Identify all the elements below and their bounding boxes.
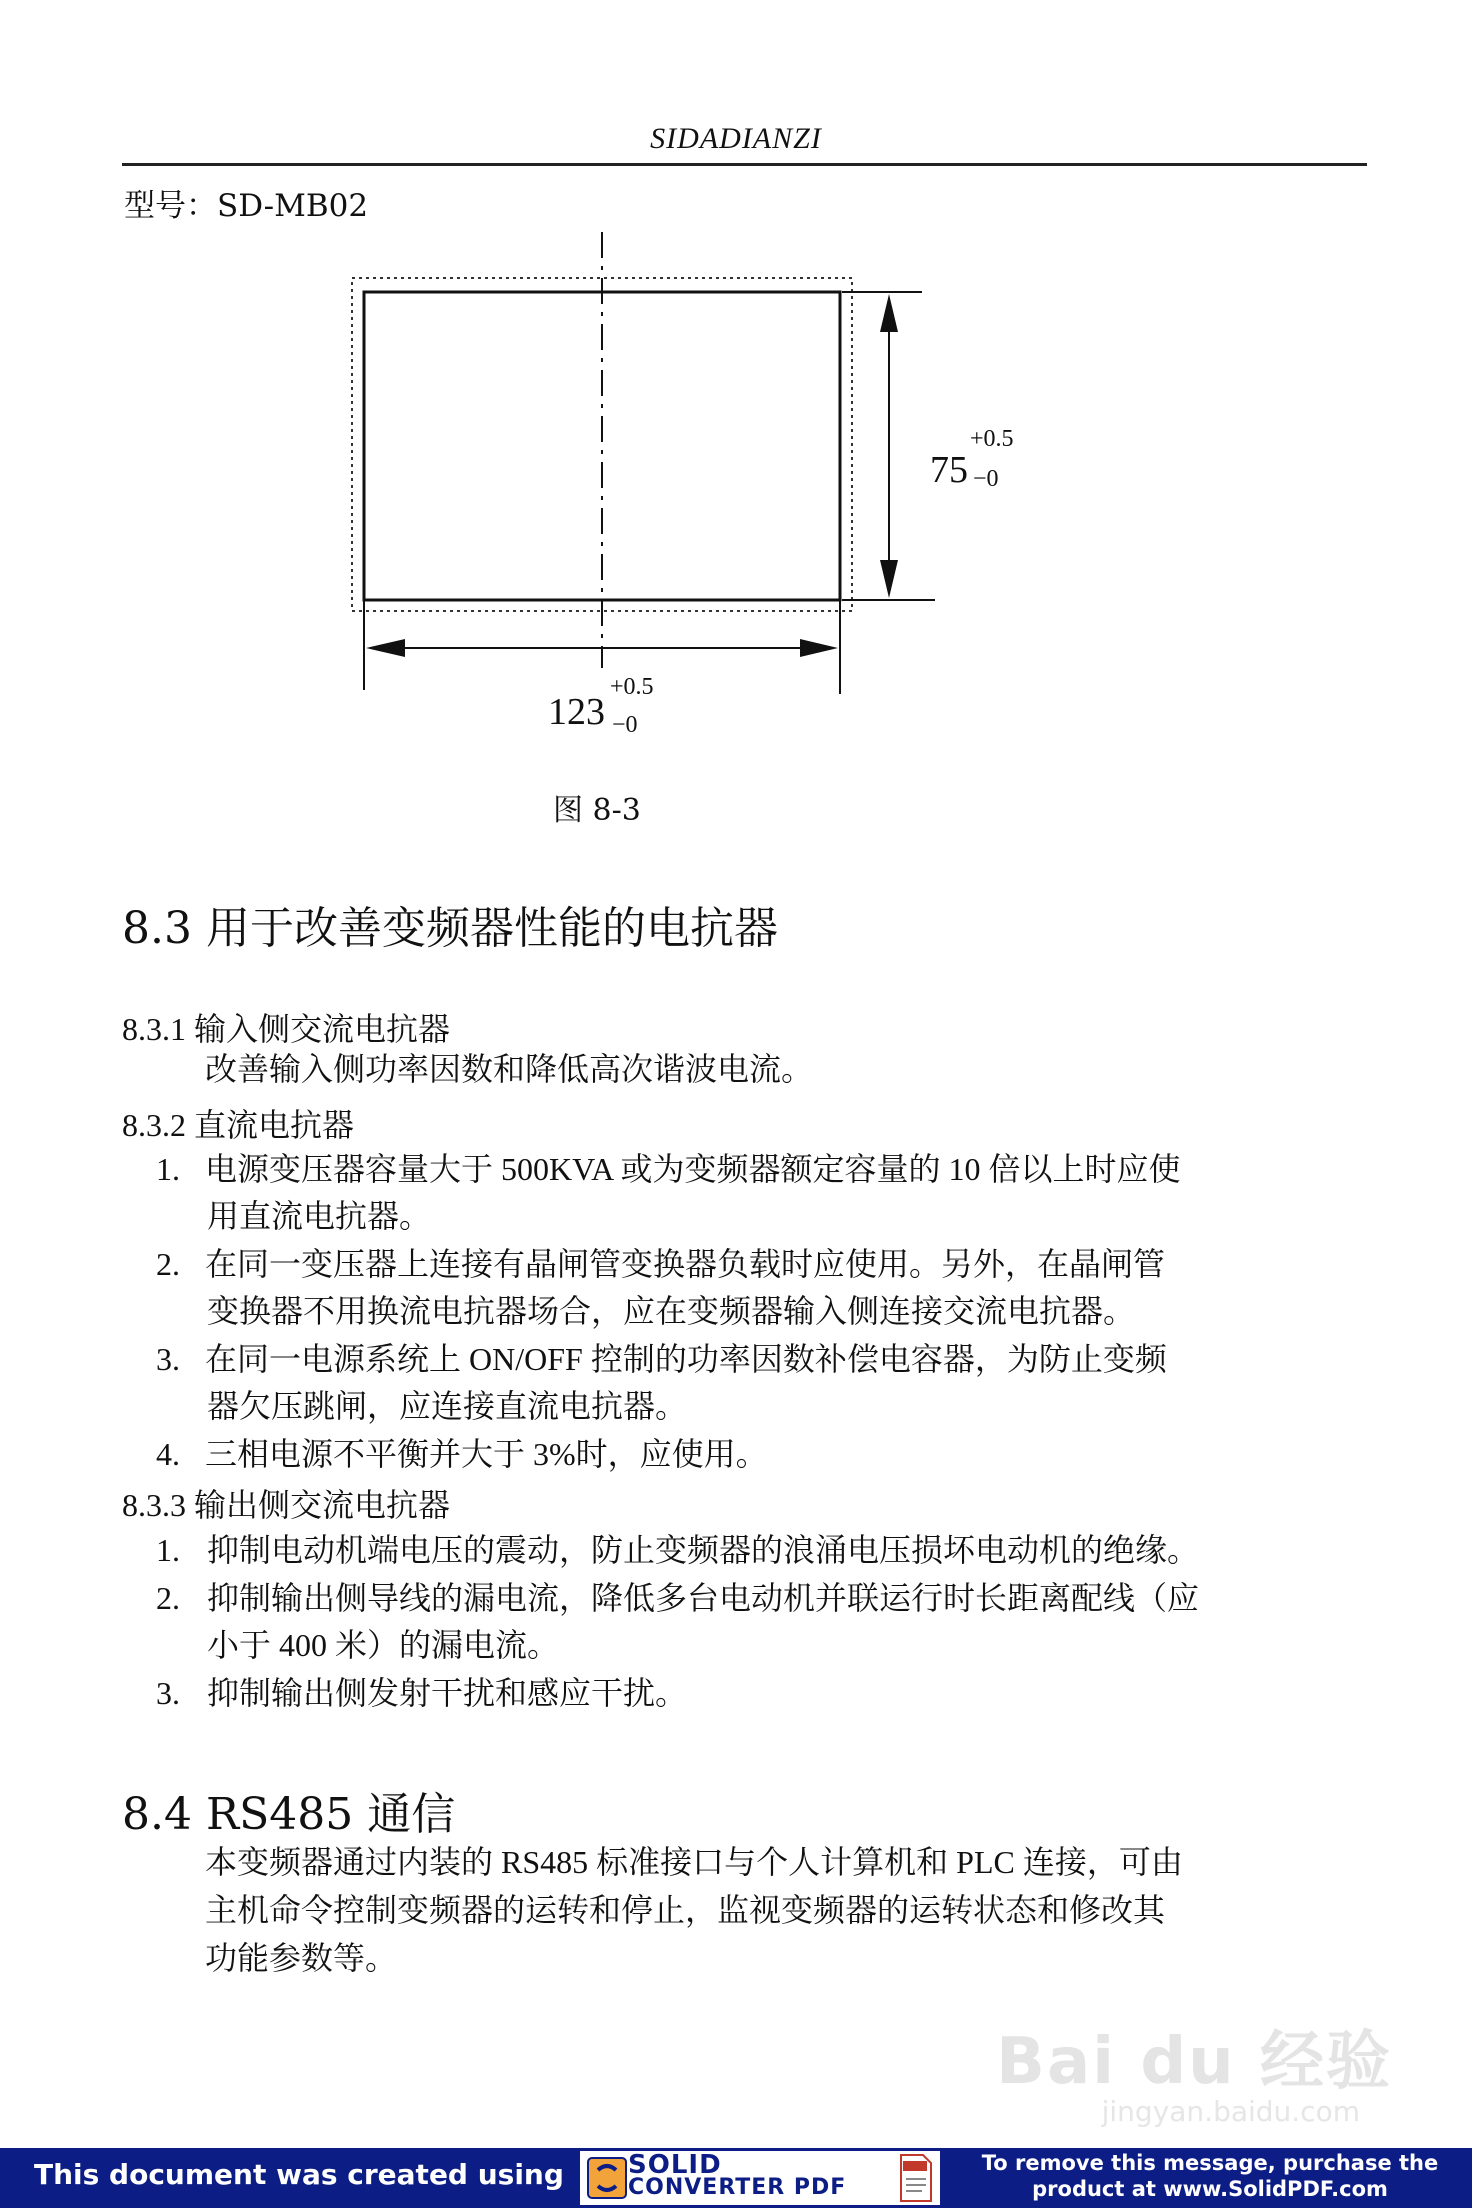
list-number: 2. [156, 1246, 180, 1282]
width-arrow-right [800, 639, 838, 657]
section-8-4-title: 8.4 RS485 通信 [122, 1789, 456, 1840]
height-tolerance-minus: −0 [973, 466, 999, 492]
height-tolerance-plus: +0.5 [970, 426, 1014, 452]
height-arrow-top [880, 294, 898, 332]
model-label: 型号：SD-MB02 [124, 188, 369, 224]
section-8-4-line: 主机命令控制变频器的运转和停止，监视变频器的运转状态和修改其 [205, 1892, 1166, 1928]
list-number: 3. [156, 1341, 180, 1377]
list-item-line: 小于 400 米）的漏电流。 [207, 1627, 560, 1663]
list-item-line: 抑制输出侧发射干扰和感应干扰。 [207, 1675, 688, 1711]
list-number: 4. [156, 1436, 180, 1472]
baidu-watermark-url: jingyan.baidu.com [1101, 2095, 1360, 2128]
width-arrow-left [366, 639, 405, 657]
list-item-line: 变换器不用换流电抗器场合，应在变频器输入侧连接交流电抗器。 [207, 1293, 1136, 1329]
list-number: 1. [156, 1532, 180, 1568]
logo-line-converter: CONVERTER PDF [628, 2175, 847, 2200]
section-8-3-title: 8.3 用于改善变频器性能的电抗器 [122, 903, 778, 954]
pdf-document-icon [898, 2153, 934, 2203]
list-item-line: 抑制输出侧导线的漏电流，降低多台电动机并联运行时长距离配线（应 [207, 1580, 1200, 1616]
subsection-8-3-3-title: 8.3.3 输出侧交流电抗器 [122, 1487, 451, 1523]
list-item-line: 器欠压跳闸，应连接直流电抗器。 [207, 1388, 688, 1424]
list-number: 2. [156, 1580, 180, 1616]
list-item-line: 三相电源不平衡并大于 3%时，应使用。 [205, 1436, 768, 1472]
list-item-line: 用直流电抗器。 [207, 1198, 432, 1234]
banner-right-line2[interactable]: product at www.SolidPDF.com [1032, 2177, 1388, 2201]
list-item-line: 电源变压器容量大于 500KVA 或为变频器额定容量的 10 倍以上时应使 [205, 1151, 1181, 1187]
width-tolerance-minus: −0 [612, 712, 638, 738]
list-item-line: 在同一电源系统上 ON/OFF 控制的功率因数补偿电容器，为防止变频 [205, 1341, 1167, 1377]
logo-line-solid: SOLID [628, 2150, 722, 2180]
subsection-8-3-1-title: 8.3.1 输入侧交流电抗器 [122, 1011, 451, 1047]
section-8-4-line: 本变频器通过内装的 RS485 标准接口与个人计算机和 PLC 连接，可由 [205, 1844, 1183, 1880]
dimension-drawing [0, 0, 1472, 900]
list-number: 3. [156, 1675, 180, 1711]
width-dimension-label: 123 [548, 691, 605, 733]
section-8-4-line: 功能参数等。 [205, 1940, 398, 1976]
subsection-8-3-2-title: 8.3.2 直流电抗器 [122, 1107, 355, 1143]
width-tolerance-plus: +0.5 [610, 674, 654, 700]
height-arrow-bottom [880, 560, 898, 598]
figure-caption: 图 8-3 [553, 793, 641, 828]
list-number: 1. [156, 1151, 180, 1187]
banner-purchase-notice[interactable] [960, 2150, 1460, 2202]
list-item-line: 抑制电动机端电压的震动，防止变频器的浪涌电压损坏电动机的绝缘。 [207, 1532, 1200, 1568]
banner-left-text: This document was created using [34, 2158, 564, 2191]
baidu-watermark: Bai du 经验 [996, 2025, 1392, 2099]
list-item-line: 在同一变压器上连接有晶闸管变换器负载时应使用。另外，在晶闸管 [205, 1246, 1166, 1282]
subsection-8-3-1-text: 改善输入侧功率因数和降低高次谐波电流。 [205, 1051, 814, 1087]
running-header: SIDADIANZI [650, 122, 822, 155]
banner-right-line1: To remove this message, purchase the [981, 2151, 1439, 2175]
height-dimension-label: 75 [930, 449, 968, 491]
solid-logo-icon [586, 2156, 628, 2200]
